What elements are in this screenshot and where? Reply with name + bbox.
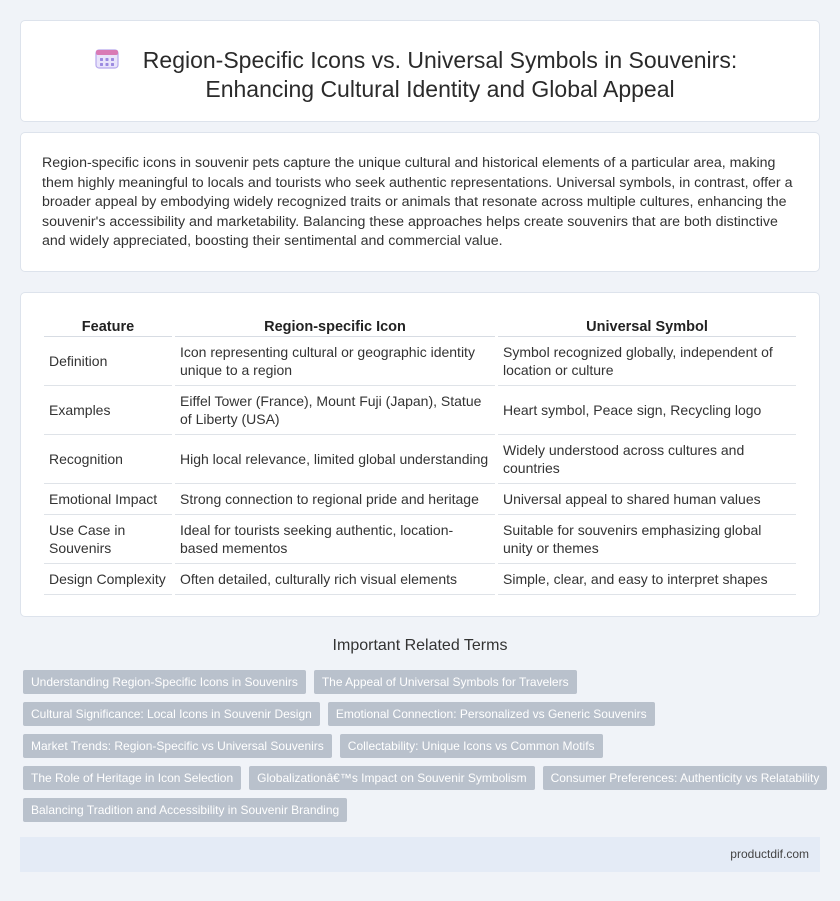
comparison-table-card	[20, 292, 820, 617]
row-universal-value: Widely understood across cultures and countries	[498, 435, 796, 484]
footer	[20, 837, 820, 872]
related-term-tag[interactable]: Market Trends: Region-Specific vs Universal Souvenirs	[23, 734, 332, 758]
row-region-value: Eiffel Tower (France), Mount Fuji (Japan), Statue of Liberty (USA)	[175, 386, 495, 435]
row-feature: Use Case in Souvenirs	[44, 515, 172, 564]
row-region-value: High local relevance, limited global understanding	[175, 435, 495, 484]
footer-site-name: productdif.com	[730, 847, 809, 861]
related-terms-tags	[23, 670, 823, 830]
page-title-line-2: Enhancing Cultural Identity and Global Appeal	[205, 76, 675, 102]
intro-paragraph: Region-specific icons in souvenir pets capture the unique cultural and historical elements of a particular area, making them highly meaningful to locals and tourists who seek authentic representations. Universal symbols, in contrast, offer a broader appeal by embodying widely recognized traits or animals that resonate across multiple cultures, enhancing the souvenir's accessibility and marketability. Balancing these approaches helps create souvenirs that are both distinctive and widely appreciated, boosting their sentimental and commercial value.	[42, 155, 793, 250]
row-feature: Recognition	[44, 435, 172, 484]
row-feature: Design Complexity	[44, 564, 172, 595]
related-term-tag[interactable]: Understanding Region-Specific Icons in Souvenirs	[23, 670, 306, 694]
intro-card	[20, 132, 820, 272]
row-universal-value: Symbol recognized globally, independent of location or culture	[498, 337, 796, 386]
page-title	[21, 46, 819, 104]
row-universal-value: Universal appeal to shared human values	[498, 484, 796, 515]
related-term-tag[interactable]: The Role of Heritage in Icon Selection	[23, 766, 241, 790]
related-term-tag[interactable]: Consumer Preferences: Authenticity vs Relatability	[543, 766, 828, 790]
table-header-row	[44, 315, 796, 337]
related-term-tag[interactable]: Collectability: Unique Icons vs Common Motifs	[340, 734, 603, 758]
related-term-tag[interactable]: Emotional Connection: Personalized vs Generic Souvenirs	[328, 702, 655, 726]
table-row	[44, 564, 796, 595]
table-row	[44, 515, 796, 564]
row-feature: Emotional Impact	[44, 484, 172, 515]
row-universal-value: Simple, clear, and easy to interpret shapes	[498, 564, 796, 595]
row-universal-value: Heart symbol, Peace sign, Recycling logo	[498, 386, 796, 435]
row-universal-value: Suitable for souvenirs emphasizing global unity or themes	[498, 515, 796, 564]
row-region-value: Strong connection to regional pride and heritage	[175, 484, 495, 515]
row-region-value: Icon representing cultural or geographic identity unique to a region	[175, 337, 495, 386]
page-title-line-1: Region-Specific Icons vs. Universal Symbols in Souvenirs:	[142, 47, 738, 73]
row-region-value: Often detailed, culturally rich visual elements	[175, 564, 495, 595]
related-term-tag[interactable]: The Appeal of Universal Symbols for Travelers	[314, 670, 577, 694]
row-region-value: Ideal for tourists seeking authentic, location-based mementos	[175, 515, 495, 564]
table-row	[44, 337, 796, 386]
header-universal: Universal Symbol	[498, 315, 796, 337]
related-term-tag[interactable]: Balancing Tradition and Accessibility in Souvenir Branding	[23, 798, 347, 822]
row-feature: Definition	[44, 337, 172, 386]
related-term-tag[interactable]: Globalizationâ€™s Impact on Souvenir Symbolism	[249, 766, 534, 790]
table-row	[44, 484, 796, 515]
row-feature: Examples	[44, 386, 172, 435]
table-row	[44, 386, 796, 435]
comparison-table	[41, 315, 799, 595]
header-card	[20, 20, 820, 122]
header-region-specific: Region-specific Icon	[175, 315, 495, 337]
related-term-tag[interactable]: Cultural Significance: Local Icons in Souvenir Design	[23, 702, 320, 726]
table-row	[44, 435, 796, 484]
header-feature: Feature	[44, 315, 172, 337]
related-terms-title: Important Related Terms	[332, 637, 508, 654]
